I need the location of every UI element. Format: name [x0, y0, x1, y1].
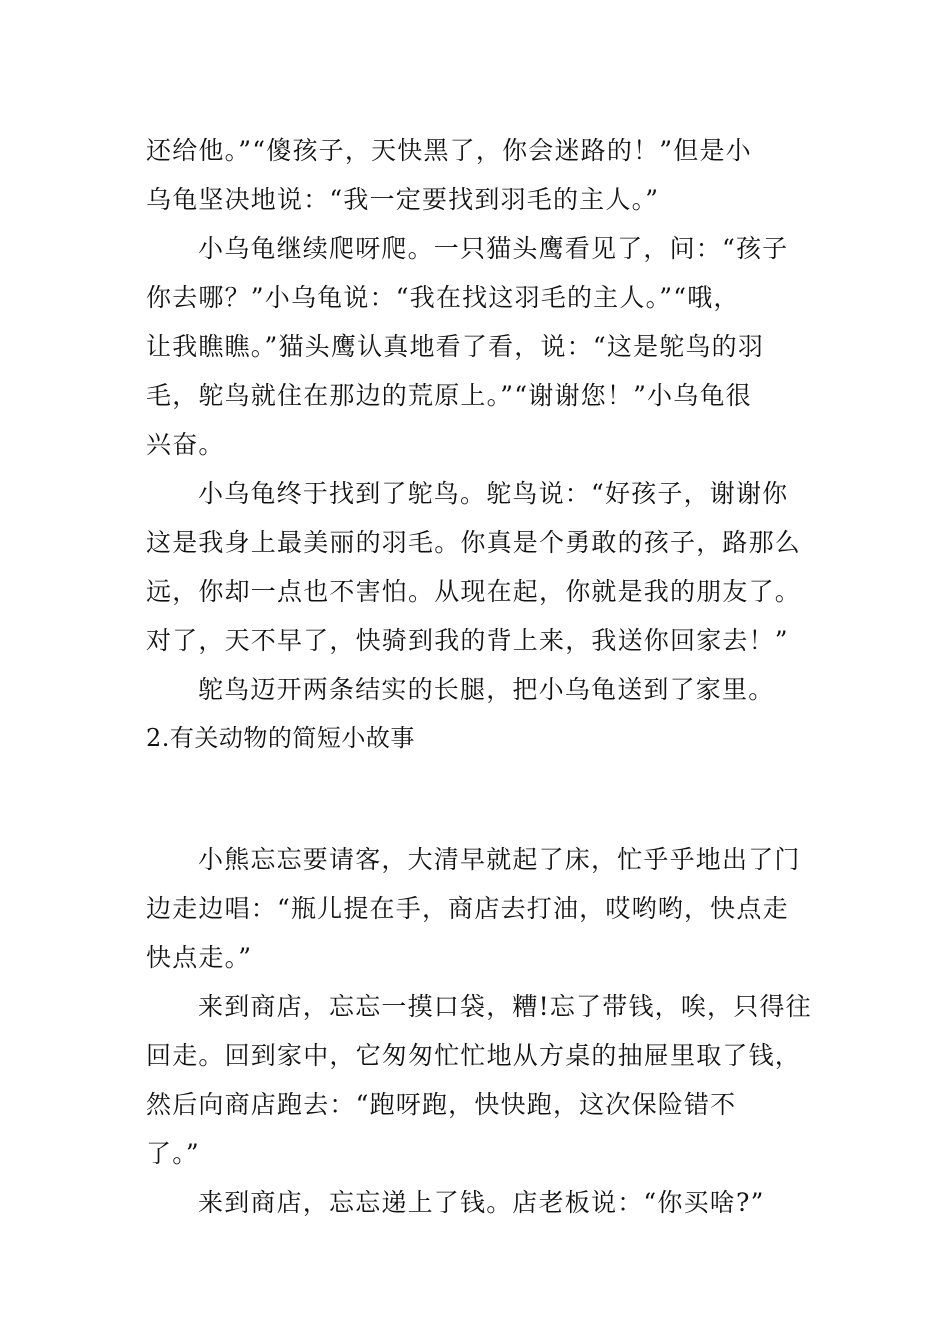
text-line: 毛，鸵鸟就住在那边的荒原上。”“谢谢您！”小乌龟很	[146, 381, 752, 410]
paragraph-start-line: 来到商店，忘忘一摸口袋，糟!忘了带钱，唉，只得往	[198, 992, 812, 1021]
paragraph-start-line: 来到商店，忘忘递上了钱。店老板说：“你买啥?”	[198, 1188, 765, 1217]
paragraph-start-line: 小熊忘忘要请客，大清早就起了床，忙乎乎地出了门	[198, 845, 801, 874]
text-line: 兴奋。	[146, 430, 225, 459]
paragraph-start-line: 小乌龟终于找到了鸵鸟。鸵鸟说：“好孩子，谢谢你	[198, 479, 789, 508]
text-line: 边走边唱：“瓶儿提在手，商店去打油，哎哟哟，快点走	[146, 894, 789, 923]
text-line: 你去哪？”小乌龟说：“我在找这羽毛的主人。”“哦，	[146, 283, 740, 312]
text-line: 还给他。”“傻孩子，天快黑了，你会迷路的！”但是小	[146, 136, 752, 165]
section-heading: 2.有关动物的简短小故事	[146, 724, 415, 752]
paragraph-start-line: 小乌龟继续爬呀爬。一只猫头鹰看见了，问：“孩子	[198, 234, 789, 263]
text-line: 远，你却一点也不害怕。从现在起，你就是我的朋友了。	[146, 577, 802, 606]
paragraph-start-line: 鸵鸟迈开两条结实的长腿，把小乌龟送到了家里。	[198, 675, 775, 704]
text-line: 乌龟坚决地说：“我一定要找到羽毛的主人。”	[146, 185, 660, 214]
document-body	[146, 126, 812, 1227]
text-line: 这是我身上最美丽的羽毛。你真是个勇敢的孩子，路那么	[146, 528, 802, 557]
text-line: 然后向商店跑去：“跑呀跑，快快跑，这次保险错不	[146, 1090, 737, 1119]
text-line: 对了，天不早了，快骑到我的背上来，我送你回家去！”	[146, 626, 789, 655]
text-line: 快点走。”	[146, 943, 253, 972]
text-line: 回走。回到家中，它匆匆忙忙地从方桌的抽屉里取了钱，	[146, 1041, 802, 1070]
text-line: 让我瞧瞧。”猫头鹰认真地看了看，说：“这是鸵鸟的羽	[146, 332, 765, 361]
section-gap	[146, 763, 808, 835]
text-line: 了。”	[146, 1139, 200, 1168]
